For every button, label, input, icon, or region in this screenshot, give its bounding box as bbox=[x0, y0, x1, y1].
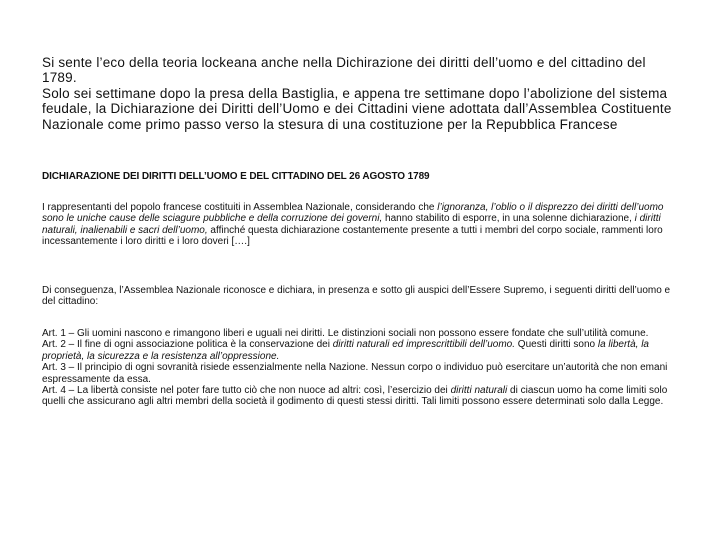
intro-text bbox=[42, 55, 682, 132]
preamble-part-a: I rappresentanti del popolo francese costituiti in Assemblea Nazionale, considerando che bbox=[42, 202, 438, 213]
intro-line-1: Si sente l’eco della teoria lockeana anche nella Dichirazione dei diritti dell’uomo e del cittadino del 1789. bbox=[42, 55, 646, 86]
article-4-part-a: Art. 4 – La libertà consiste nel poter fare tutto ciò che non nuoce ad altri: così, l’esercizio dei bbox=[42, 385, 451, 397]
preamble-paragraph bbox=[42, 202, 682, 248]
consequence-text: Di conseguenza, l’Assemblea Nazionale riconosce e dichiara, in presenza e sotto gli auspici dell’Essere Supremo, i seguenti diritti dell’uomo e del cittadino: bbox=[42, 285, 671, 308]
article-2-italic-1: diritti naturali ed imprescrittibili dell’uomo. bbox=[332, 339, 516, 351]
preamble-part-c: hanno stabilito di esporre, in una solenne dichiarazione, bbox=[382, 213, 635, 225]
article-1: Art. 1 – Gli uomini nascono e rimangono liberi e uguali nei diritti. Le distinzioni sociali non possono essere fondate che sull’utilità comune. bbox=[42, 328, 649, 339]
article-3: Art. 3 – Il principio di ogni sovranità risiede essenzialmente nella Nazione. Nessun corpo o individuo può esercitare un’autorità che non emani espressamente da essa. bbox=[42, 362, 668, 385]
consequence-paragraph bbox=[42, 285, 682, 308]
preamble-italic-2: i diritti naturali, inalienabili e sacri dell’uomo, bbox=[42, 213, 661, 236]
article-2-part-c: Questi diritti sono bbox=[515, 339, 598, 351]
preamble-text bbox=[42, 202, 682, 248]
preamble-italic-1: l’ignoranza, l’oblio o il disprezzo dei diritti dell’uomo sono le uniche cause delle sciagure pubbliche e della corruzione dei governi, bbox=[42, 202, 664, 225]
article-4-part-c: di ciascun uomo ha come limiti solo quelli che assicurano agli altri membri della società il godimento di questi stessi diritti. Tali limiti possono essere determinati solo dalla Legge. bbox=[42, 385, 668, 408]
intro-line-2: Solo sei settimane dopo la presa della Bastiglia, e appena tre settimane dopo l’abolizione del sistema feudale, la Dichiarazione dei Diritti dell’Uomo e dei Cittadini viene adottata dall’Assemblea Costituente Nazionale come primo passo verso la stesura di una costituzione per la Repubblica Francese bbox=[42, 85, 672, 132]
article-2-part-a: Art. 2 – Il fine di ogni associazione politica è la conservazione dei bbox=[42, 339, 333, 351]
declaration-heading: DICHIARAZIONE DEI DIRITTI DELL’UOMO E DEL CITTADINO DEL 26 AGOSTO 1789 bbox=[42, 171, 430, 182]
articles-list bbox=[42, 328, 682, 408]
article-2 bbox=[42, 339, 682, 362]
article-4-italic: diritti naturali bbox=[450, 385, 508, 397]
article-2-italic-2: la libertà, la proprietà, la sicurezza e la resistenza all’oppressione. bbox=[42, 339, 649, 362]
article-4 bbox=[42, 385, 682, 408]
preamble-part-e: affinché questa dichiarazione costantemente presente a tutti i membri del corpo sociale, rammenti loro incessantemente i loro diritti e i loro doveri [….] bbox=[42, 224, 663, 248]
